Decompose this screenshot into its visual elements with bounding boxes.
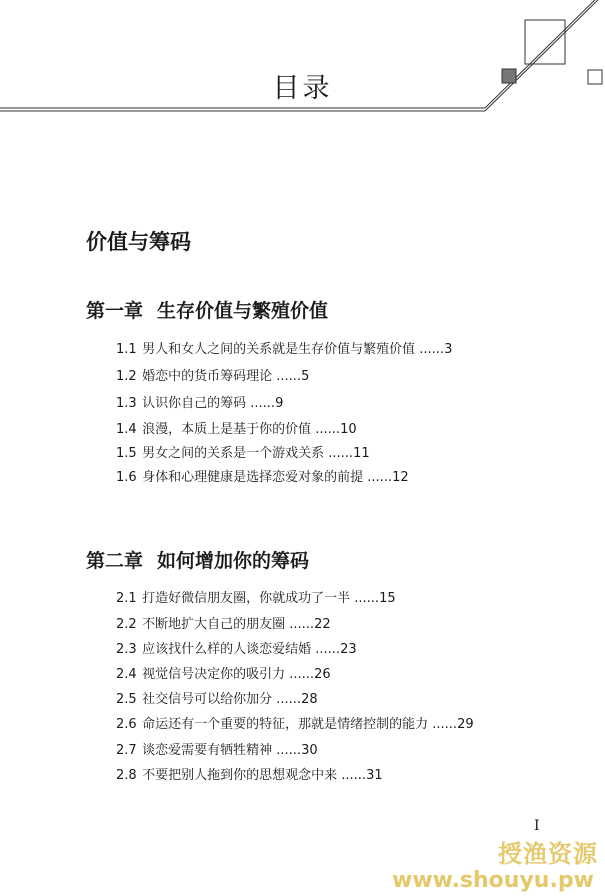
page-number: I <box>534 818 540 834</box>
chapter-number: 第一章 <box>86 300 144 322</box>
toc-entry[interactable]: 1.3 认识你自己的筹码 ......9 <box>116 396 284 411</box>
chapter-heading-1 <box>86 296 328 323</box>
toc-entry[interactable]: 1.5 男女之间的关系是一个游戏关系 ......11 <box>116 446 370 461</box>
toc-entry[interactable]: 1.4 浪漫，本质上是基于你的价值 ......10 <box>116 422 357 437</box>
toc-entry[interactable]: 2.2 不断地扩大自己的朋友圈 ......22 <box>116 617 331 632</box>
toc-entry[interactable]: 2.1 打造好微信朋友圈，你就成功了一半 ......15 <box>116 591 396 606</box>
toc-entry[interactable]: 1.1 男人和女人之间的关系就是生存价值与繁殖价值 ......3 <box>116 342 453 357</box>
toc-entry[interactable]: 2.8 不要把别人拖到你的思想观念中来 ......31 <box>116 768 383 783</box>
toc-entry[interactable]: 1.6 身体和心理健康是选择恋爱对象的前提 ......12 <box>116 470 409 485</box>
page-title: 目录 <box>272 73 333 104</box>
toc-entry[interactable]: 1.2 婚恋中的货币筹码理论 ......5 <box>116 369 310 384</box>
chapter-title: 生存价值与繁殖价值 <box>157 300 329 322</box>
watermark-name: 授渔资源 <box>498 840 598 868</box>
toc-entry[interactable]: 2.4 视觉信号决定你的吸引力 ......26 <box>116 667 331 682</box>
chapter-number: 第二章 <box>86 550 144 572</box>
chapter-title: 如何增加你的筹码 <box>157 550 310 572</box>
toc-entry[interactable]: 2.7 谈恋爱需要有牺牲精神 ......30 <box>116 743 318 758</box>
toc-entry[interactable]: 2.5 社交信号可以给你加分 ......28 <box>116 692 318 707</box>
part-title: 价值与筹码 <box>86 229 191 254</box>
toc-entry[interactable]: 2.3 应该找什么样的人谈恋爱结婚 ......23 <box>116 642 357 657</box>
watermark-url: www.shouyu.pw <box>392 868 594 893</box>
toc-entry[interactable]: 2.6 命运还有一个重要的特征，那就是情绪控制的能力 ......29 <box>116 717 474 732</box>
chapter-heading-2 <box>86 546 309 573</box>
